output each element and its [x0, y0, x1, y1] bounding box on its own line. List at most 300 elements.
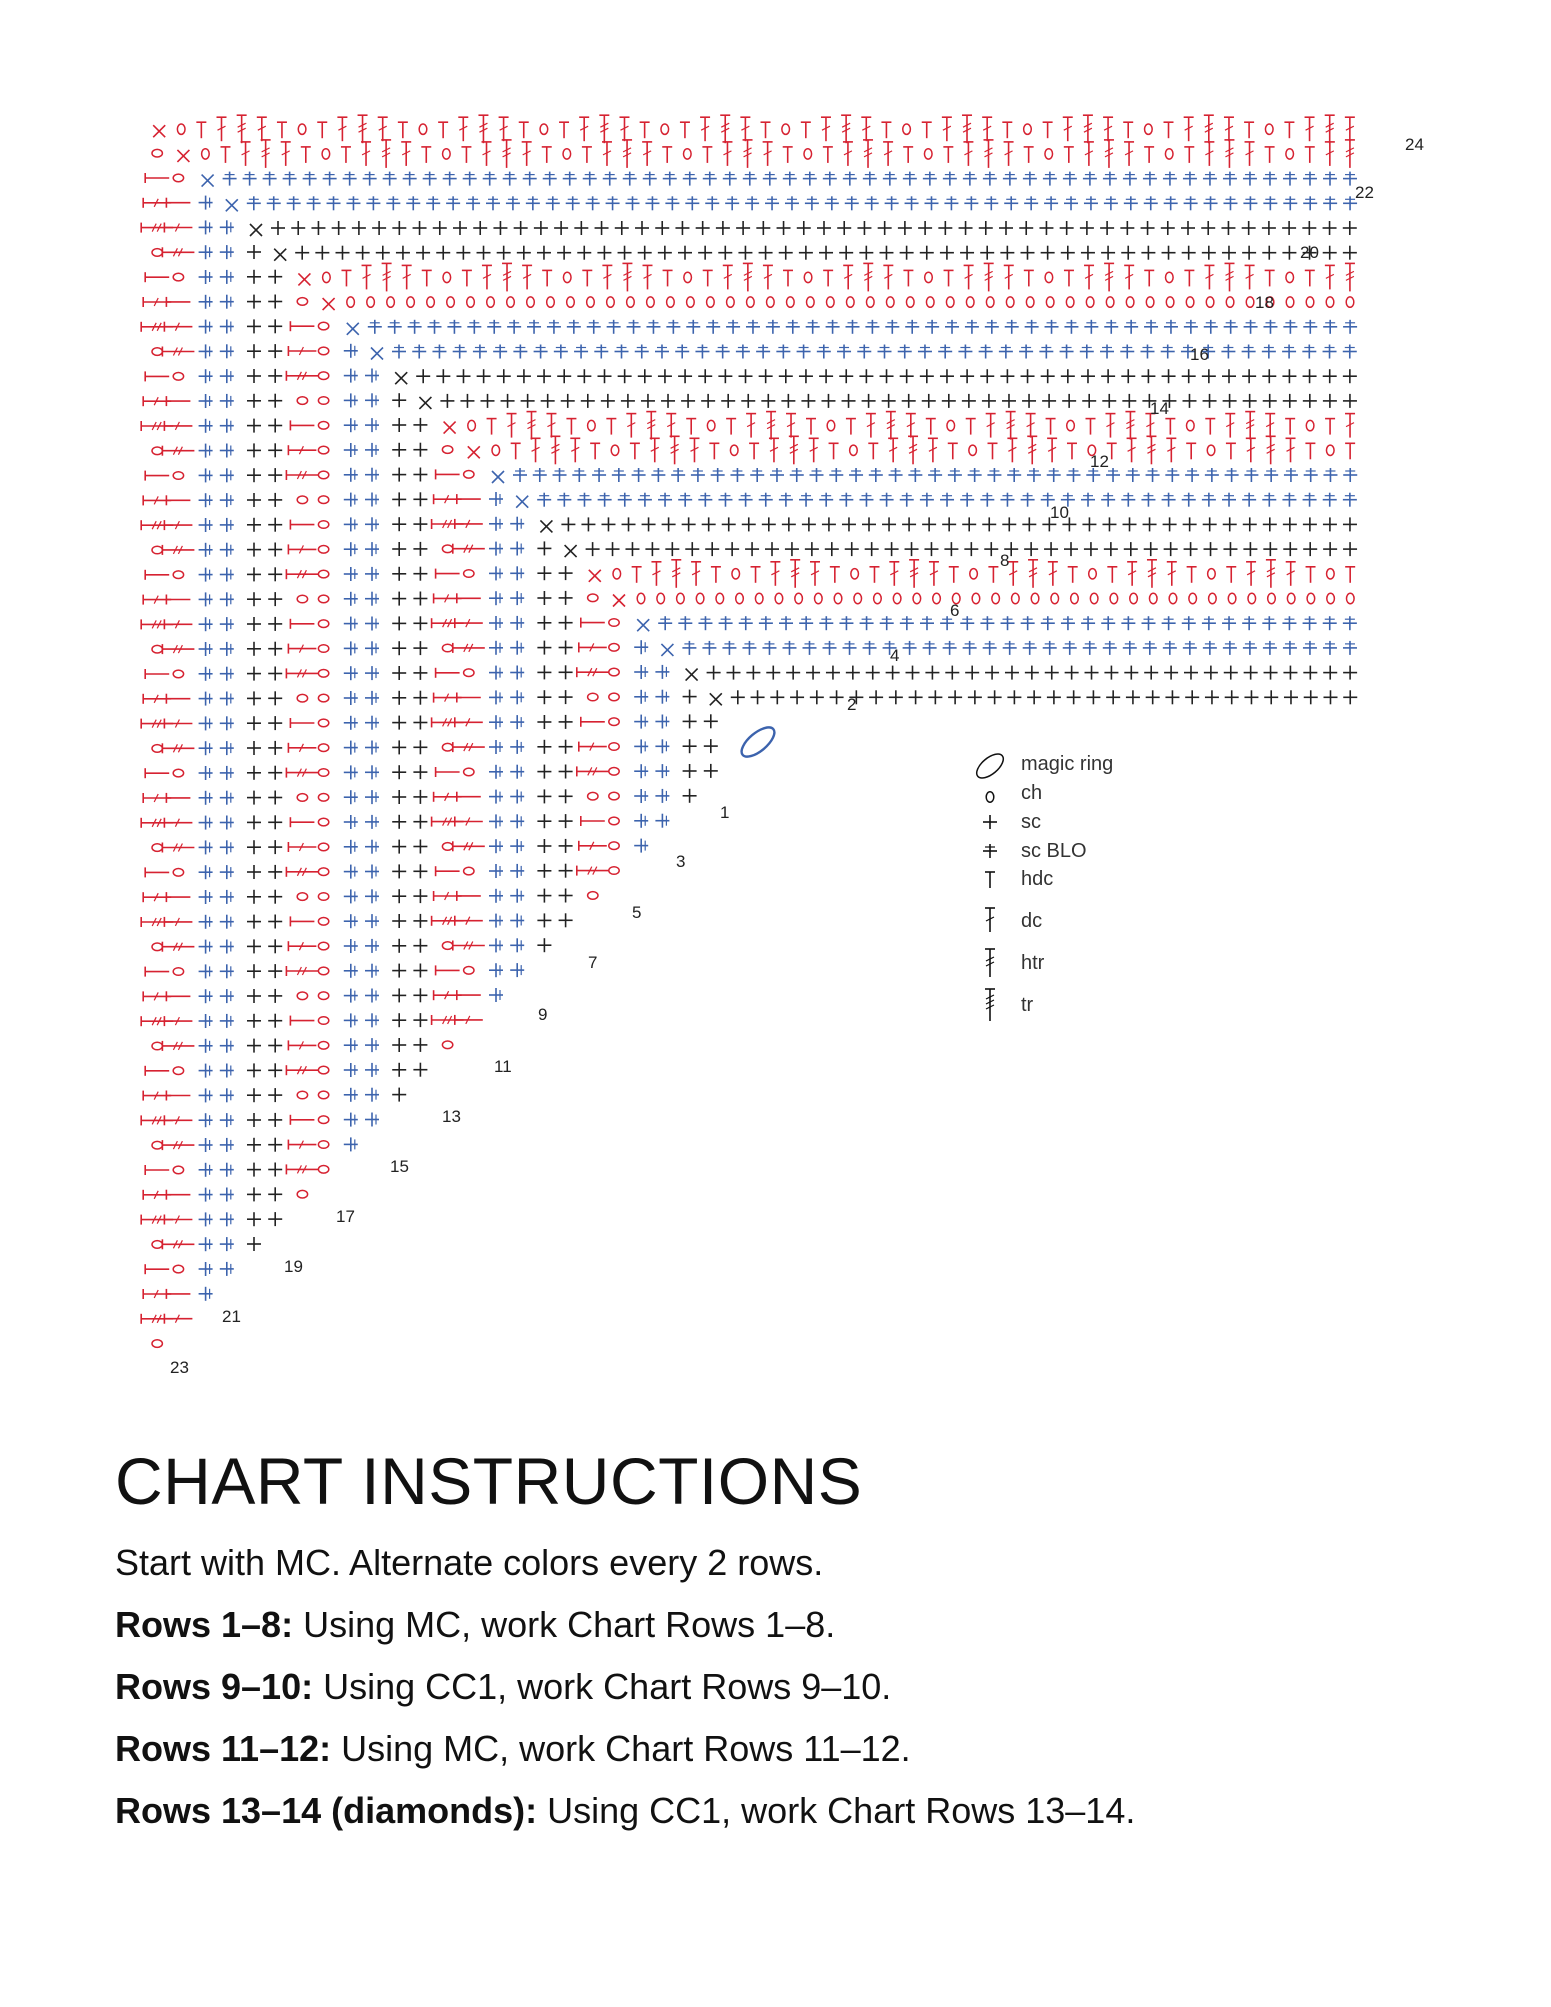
single-crochet-icon [1041, 246, 1055, 260]
single-crochet-icon [268, 543, 282, 557]
half-treble-icon [983, 140, 993, 168]
single-crochet-icon [906, 666, 920, 680]
double-crochet-icon [1305, 117, 1315, 141]
sc-blo-icon [220, 568, 234, 582]
single-crochet-icon [1064, 542, 1078, 556]
double-crochet-icon [763, 265, 773, 289]
sc-blo-icon [889, 468, 903, 482]
half-double-crochet-icon [290, 321, 314, 331]
sc-blo-icon [574, 345, 588, 359]
double-crochet-icon [579, 642, 607, 652]
single-crochet-icon [413, 592, 427, 606]
chain-icon [443, 272, 451, 282]
sc-blo-icon [489, 864, 503, 878]
sc-blo-icon [849, 468, 863, 482]
sc-blo-icon [634, 690, 648, 704]
single-crochet-icon [682, 517, 696, 531]
sc-blo-icon [537, 493, 551, 507]
single-crochet-icon [880, 369, 894, 383]
sc-blo-icon [1323, 641, 1337, 655]
half-double-crochet-icon [948, 443, 958, 459]
sc-blo-icon [968, 468, 982, 482]
chain-icon [442, 644, 452, 652]
single-crochet-icon [1343, 542, 1357, 556]
sc-blo-icon [489, 616, 503, 630]
half-double-crochet-icon [436, 767, 460, 777]
half-double-crochet-icon [582, 270, 592, 286]
chain-icon [318, 570, 328, 578]
sc-blo-icon [880, 616, 894, 630]
sc-blo-icon [819, 616, 833, 630]
double-crochet-icon [1246, 438, 1256, 462]
chain-icon [787, 297, 795, 307]
half-double-crochet-icon [1244, 122, 1254, 138]
single-crochet-icon [962, 517, 976, 531]
half-double-crochet-icon [1024, 270, 1034, 286]
single-crochet-icon [925, 666, 939, 680]
double-crochet-icon [1286, 438, 1296, 462]
sc-blo-icon [900, 616, 914, 630]
double-crochet-icon [1345, 414, 1355, 438]
sc-blo-icon [655, 715, 669, 729]
sc-blo-icon [1001, 616, 1015, 630]
chain-icon [427, 297, 435, 307]
sc-blo-icon [1141, 493, 1155, 507]
half-double-crochet-icon [903, 147, 913, 163]
single-crochet-icon [247, 1113, 261, 1127]
half-double-crochet-icon [630, 443, 640, 459]
single-crochet-icon [268, 1063, 282, 1077]
sc-blo-icon [603, 172, 617, 186]
single-crochet-icon [247, 964, 261, 978]
single-crochet-icon [1303, 394, 1317, 408]
single-crochet-icon [247, 245, 261, 259]
sc-blo-icon [489, 963, 503, 977]
half-double-crochet-icon [1184, 147, 1194, 163]
chain-icon [755, 593, 763, 603]
sc-blo-icon [489, 765, 503, 779]
x-stitch-icon [395, 372, 407, 384]
sc-blo-icon [940, 493, 954, 507]
half-treble-icon [141, 322, 173, 332]
sc-blo-icon [1303, 616, 1317, 630]
sc-blo-icon [365, 418, 379, 432]
sc-blo-icon [426, 196, 440, 210]
half-double-crochet-icon [829, 443, 839, 459]
sc-blo-icon [489, 542, 503, 556]
single-crochet-icon [1161, 221, 1175, 235]
half-treble-icon [1245, 412, 1255, 440]
half-double-crochet-icon [145, 967, 169, 977]
sc-blo-icon [510, 690, 524, 704]
double-crochet-icon [1225, 414, 1235, 438]
chain-icon [696, 593, 704, 603]
sc-blo-icon [1143, 641, 1157, 655]
single-crochet-icon [559, 665, 573, 679]
single-crochet-icon [268, 270, 282, 284]
legend-label: htr [1021, 952, 1045, 974]
chain-icon [1286, 149, 1294, 159]
sc-blo-icon [756, 345, 770, 359]
double-crochet-icon [769, 438, 779, 462]
sc-blo-icon [199, 1088, 213, 1102]
sc-blo-icon [489, 988, 503, 1002]
half-treble-icon [141, 520, 173, 530]
sc-blo-icon [1162, 493, 1176, 507]
half-double-crochet-icon [749, 443, 759, 459]
sc-blo-icon [506, 196, 520, 210]
half-treble-icon [141, 1115, 173, 1125]
single-crochet-icon [701, 394, 715, 408]
single-crochet-icon [1183, 517, 1197, 531]
single-crochet-icon [980, 369, 994, 383]
sc-blo-icon [513, 345, 527, 359]
single-crochet-icon [247, 543, 261, 557]
sc-blo-icon [220, 741, 234, 755]
single-crochet-icon [1000, 246, 1014, 260]
single-crochet-icon [839, 246, 853, 260]
single-crochet-icon [1021, 369, 1035, 383]
single-crochet-icon [665, 542, 679, 556]
single-crochet-icon [1343, 517, 1357, 531]
chain-icon [173, 968, 183, 976]
sc-blo-icon [199, 617, 213, 631]
single-crochet-icon [413, 443, 427, 457]
sc-blo-icon [819, 493, 833, 507]
half-double-crochet-icon [1305, 147, 1315, 163]
sc-blo-icon [344, 517, 358, 531]
single-crochet-icon [392, 964, 406, 978]
chain-icon [609, 668, 619, 676]
chain-icon [609, 619, 619, 627]
single-crochet-icon [1182, 246, 1196, 260]
half-treble-icon [720, 115, 730, 143]
single-crochet-icon [638, 369, 652, 383]
chain-icon [1327, 569, 1335, 579]
single-crochet-icon [268, 419, 282, 433]
half-double-crochet-icon [436, 569, 460, 579]
chain-icon [318, 794, 328, 802]
double-crochet-icon [740, 117, 750, 141]
half-double-crochet-icon [1305, 270, 1315, 286]
sc-blo-icon [1223, 196, 1237, 210]
sc-blo-icon [655, 345, 669, 359]
half-treble-icon [1224, 140, 1234, 168]
half-treble-icon [670, 436, 680, 464]
sc-blo-icon [344, 741, 358, 755]
single-crochet-icon [746, 666, 760, 680]
chain-icon [173, 273, 183, 281]
single-crochet-icon [1067, 690, 1081, 704]
x-stitch-icon [153, 125, 165, 137]
chain-icon [318, 446, 328, 454]
single-crochet-icon [559, 715, 573, 729]
chain-icon [173, 1067, 183, 1075]
single-crochet-icon [247, 766, 261, 780]
sc-blo-icon [1101, 616, 1115, 630]
chain-icon [1248, 593, 1256, 603]
single-crochet-icon [924, 542, 938, 556]
sc-blo-icon [199, 394, 213, 408]
half-treble-icon [1325, 115, 1335, 143]
half-double-crochet-icon [519, 122, 529, 138]
single-crochet-icon [1243, 517, 1257, 531]
half-double-crochet-icon [830, 567, 840, 583]
half-treble-icon [162, 942, 194, 952]
single-crochet-icon [392, 790, 406, 804]
sc-blo-icon [344, 443, 358, 457]
chain-icon [563, 149, 571, 159]
single-crochet-icon [702, 517, 716, 531]
single-crochet-icon [392, 468, 406, 482]
sc-blo-icon [489, 814, 503, 828]
sc-blo-icon [823, 641, 837, 655]
sc-blo-icon [243, 172, 257, 186]
sc-blo-icon [447, 320, 461, 334]
single-crochet-icon [332, 221, 346, 235]
sc-blo-icon [634, 665, 648, 679]
sc-blo-icon [220, 989, 234, 1003]
double-crochet-icon [1008, 562, 1018, 586]
sc-blo-icon [344, 468, 358, 482]
sc-blo-icon [1081, 493, 1095, 507]
single-crochet-icon [1062, 394, 1076, 408]
double-crochet-icon [288, 941, 316, 951]
sc-blo-icon [1244, 468, 1258, 482]
single-crochet-icon [537, 913, 551, 927]
single-crochet-icon [902, 517, 916, 531]
half-treble-icon [162, 347, 194, 357]
sc-blo-icon [365, 914, 379, 928]
x-stitch-icon [226, 199, 238, 211]
x-stitch-icon [468, 446, 480, 458]
single-crochet-icon [1282, 369, 1296, 383]
chain-icon [1286, 272, 1294, 282]
single-crochet-icon [247, 493, 261, 507]
half-double-crochet-icon [783, 147, 793, 163]
row-label: 7 [588, 953, 598, 972]
chain-icon [795, 593, 803, 603]
single-crochet-icon [559, 864, 573, 878]
half-treble-icon [286, 966, 318, 976]
sc-blo-icon [247, 196, 261, 210]
double-crochet-icon [843, 265, 853, 289]
chain-icon [442, 1041, 452, 1049]
sc-blo-icon [577, 493, 591, 507]
single-crochet-icon [819, 369, 833, 383]
half-double-crochet-icon [421, 147, 431, 163]
sc-blo-icon [691, 468, 705, 482]
single-crochet-icon [268, 840, 282, 854]
sc-blo-icon [199, 320, 213, 334]
single-crochet-icon [392, 542, 406, 556]
chain-icon [297, 992, 307, 1000]
chain-icon [152, 1141, 162, 1149]
double-crochet-icon [288, 743, 316, 753]
single-crochet-icon [1121, 246, 1135, 260]
sc-blo-icon [365, 889, 379, 903]
single-crochet-icon [268, 443, 282, 457]
sc-blo-icon [1284, 468, 1298, 482]
single-crochet-icon [268, 766, 282, 780]
half-double-crochet-icon [290, 1016, 314, 1026]
sc-blo-icon [1083, 641, 1097, 655]
single-crochet-icon [683, 690, 697, 704]
sc-blo-icon [365, 393, 379, 407]
half-treble-icon [1006, 412, 1016, 440]
sc-blo-icon [980, 616, 994, 630]
single-crochet-icon [661, 394, 675, 408]
sc-blo-icon [344, 889, 358, 903]
sc-blo-icon [905, 320, 919, 334]
single-crochet-icon [726, 666, 740, 680]
half-double-crochet-icon [277, 122, 287, 138]
chain-icon [318, 1017, 328, 1025]
single-crochet-icon [806, 666, 820, 680]
single-crochet-icon [268, 989, 282, 1003]
single-crochet-icon [268, 617, 282, 631]
row-label: 18 [1255, 293, 1274, 312]
sc-blo-icon [698, 493, 712, 507]
single-crochet-icon [696, 221, 710, 235]
half-double-crochet-icon [801, 122, 811, 138]
half-treble-icon [261, 140, 271, 168]
double-crochet-icon [1167, 562, 1177, 586]
double-crochet-icon [1245, 265, 1255, 289]
row-label: 22 [1355, 183, 1374, 202]
chain-icon [588, 594, 598, 602]
single-crochet-icon [559, 740, 573, 754]
half-double-crochet-icon [1043, 122, 1053, 138]
sc-blo-icon [943, 641, 957, 655]
double-crochet-icon [746, 414, 756, 438]
single-crochet-icon [942, 517, 956, 531]
single-crochet-icon [247, 1163, 261, 1177]
single-crochet-icon [762, 517, 776, 531]
sc-blo-icon [510, 542, 524, 556]
half-double-crochet-icon [1285, 419, 1295, 435]
step-text: Using MC, work Chart Rows 11–12. [331, 1728, 911, 1769]
single-crochet-icon [722, 517, 736, 531]
half-double-crochet-icon [290, 1115, 314, 1125]
single-crochet-icon [247, 691, 261, 705]
single-crochet-icon [413, 666, 427, 680]
double-crochet-icon [1084, 142, 1094, 166]
half-treble-icon [478, 115, 488, 143]
single-crochet-icon [1283, 542, 1297, 556]
sc-blo-icon [655, 789, 669, 803]
chain-icon [1346, 593, 1354, 603]
x-stitch-icon [589, 570, 601, 582]
half-treble-icon [141, 1016, 173, 1026]
row-label: 1 [720, 803, 730, 822]
sc-blo-icon [199, 1188, 213, 1202]
sc-blo-icon [984, 196, 998, 210]
sc-blo-icon [983, 172, 997, 186]
chain-icon [609, 768, 619, 776]
sc-blo-icon [658, 493, 672, 507]
chain-icon [407, 297, 415, 307]
single-crochet-icon [477, 369, 491, 383]
instruction-step [115, 1665, 891, 1708]
sc-blo-icon [1061, 616, 1075, 630]
x-stitch-icon [419, 397, 431, 409]
half-treble-icon [162, 1041, 194, 1051]
half-double-crochet-icon [1164, 122, 1174, 138]
sc-blo-icon [1043, 641, 1057, 655]
sc-blo-icon [220, 964, 234, 978]
sc-blo-icon [1084, 196, 1098, 210]
half-double-crochet-icon [559, 122, 569, 138]
double-crochet-icon [1286, 562, 1296, 586]
single-crochet-icon [537, 690, 551, 704]
sc-blo-icon [785, 196, 799, 210]
sc-blo-icon [220, 592, 234, 606]
single-crochet-icon [846, 666, 860, 680]
single-crochet-icon [683, 764, 697, 778]
double-crochet-icon [700, 117, 710, 141]
double-crochet-icon [602, 142, 612, 166]
double-crochet-icon [642, 142, 652, 166]
sc-blo-icon [843, 641, 857, 655]
single-crochet-icon [1162, 369, 1176, 383]
sc-blo-icon [759, 493, 773, 507]
sc-blo-icon [1103, 172, 1117, 186]
double-crochet-icon [216, 117, 226, 141]
sc-blo-icon [554, 345, 568, 359]
sc-blo-icon [1163, 172, 1177, 186]
sc-blo-icon [983, 844, 997, 858]
sc-blo-icon [706, 320, 720, 334]
chain-icon [609, 743, 619, 751]
chain-icon [588, 792, 598, 800]
half-double-crochet-icon [290, 916, 314, 926]
chain-icon [782, 124, 790, 134]
chain-icon [487, 297, 495, 307]
single-crochet-icon [984, 542, 998, 556]
sc-blo-icon [344, 1113, 358, 1127]
double-crochet-icon [257, 117, 267, 141]
sc-blo-icon [510, 963, 524, 977]
sc-blo-icon [1262, 345, 1276, 359]
sc-blo-icon [1140, 345, 1154, 359]
single-crochet-icon [1144, 542, 1158, 556]
chain-icon [707, 420, 715, 430]
chain-icon [707, 297, 715, 307]
half-double-crochet-icon [1345, 567, 1355, 583]
sc-blo-icon [493, 345, 507, 359]
half-double-crochet-icon [1205, 419, 1215, 435]
half-treble-icon [141, 421, 173, 431]
half-treble-icon [162, 743, 194, 753]
chain-icon [866, 297, 874, 307]
chain-icon [322, 149, 330, 159]
chain-icon [464, 768, 474, 776]
half-double-crochet-icon [1068, 567, 1078, 583]
chain-icon [318, 422, 328, 430]
single-crochet-icon [436, 369, 450, 383]
single-crochet-icon [557, 246, 571, 260]
single-crochet-icon [1203, 517, 1217, 531]
chain-icon [1186, 297, 1194, 307]
sc-blo-icon [1044, 196, 1058, 210]
sc-blo-icon [698, 616, 712, 630]
sc-blo-icon [365, 567, 379, 581]
sc-blo-icon [1221, 345, 1235, 359]
chain-icon [1012, 593, 1020, 603]
single-crochet-icon [704, 739, 718, 753]
single-crochet-icon [268, 518, 282, 532]
